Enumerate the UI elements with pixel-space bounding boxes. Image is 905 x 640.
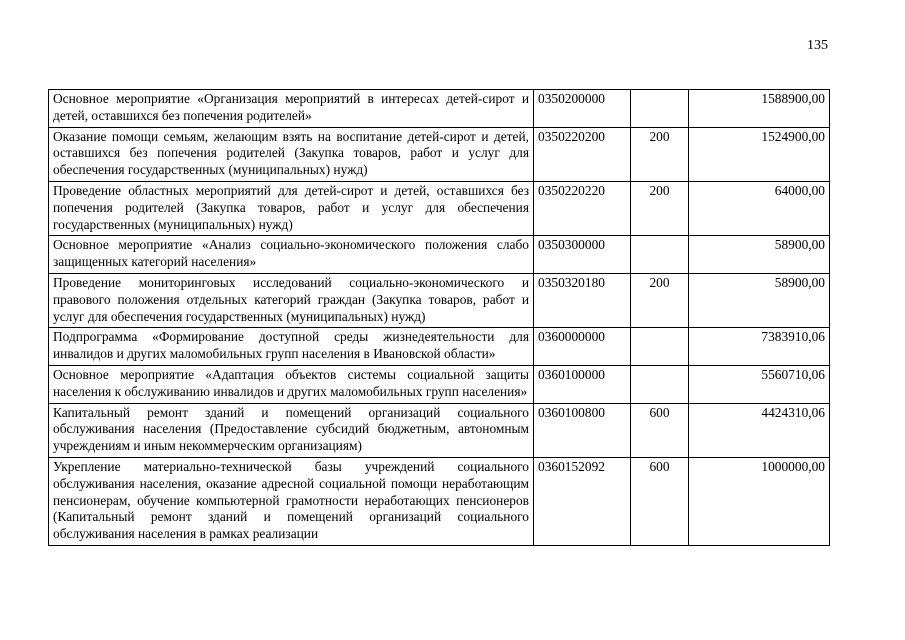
row-type — [631, 365, 689, 403]
row-amount: 7383910,06 — [689, 328, 830, 366]
row-type: 200 — [631, 181, 689, 235]
row-amount: 1000000,00 — [689, 457, 830, 545]
table-row — [49, 365, 830, 403]
row-name: Проведение областных мероприятий для детей-сирот и детей, оставшихся без попечения родителей (Закупка товаров, работ и услуг для обеспечения государственных (муниципальных) нужд) — [49, 181, 534, 235]
row-name: Проведение мониторинговых исследований социально-экономического и правового положения отдельных категорий граждан (Закупка товаров, работ и услуг для обеспечения государственных (муниципальных) нужд) — [49, 273, 534, 327]
row-name: Основное мероприятие «Адаптация объектов системы социальной защиты населения к обслуживанию инвалидов и других маломобильных групп населения» — [49, 365, 534, 403]
row-amount: 1588900,00 — [689, 90, 830, 128]
table-row — [49, 457, 830, 545]
row-code: 0360100800 — [534, 403, 631, 457]
row-type — [631, 328, 689, 366]
table-row — [49, 236, 830, 274]
row-type: 200 — [631, 127, 689, 181]
row-type — [631, 236, 689, 274]
page-number: 135 — [807, 38, 828, 53]
row-code: 0350220200 — [534, 127, 631, 181]
table-row — [49, 90, 830, 128]
row-name: Основное мероприятие «Организация мероприятий в интересах детей-сирот и детей, оставшихся без попечения родителей» — [49, 90, 534, 128]
row-amount: 4424310,06 — [689, 403, 830, 457]
row-code: 0350300000 — [534, 236, 631, 274]
row-amount: 1524900,00 — [689, 127, 830, 181]
table-row — [49, 273, 830, 327]
row-name: Оказание помощи семьям, желающим взять на воспитание детей-сирот и детей, оставшихся без попечения родителей (Закупка товаров, работ и услуг для обеспечения государственных (муниципальных) нужд) — [49, 127, 534, 181]
row-code: 0360100000 — [534, 365, 631, 403]
row-name: Основное мероприятие «Анализ социально-экономического положения слабо защищенных категорий населения» — [49, 236, 534, 274]
budget-table — [48, 89, 830, 546]
row-code: 0350200000 — [534, 90, 631, 128]
row-code: 0350320180 — [534, 273, 631, 327]
table-row — [49, 181, 830, 235]
row-amount: 64000,00 — [689, 181, 830, 235]
row-name: Капитальный ремонт зданий и помещений организаций социального обслуживания населения (Предоставление субсидий бюджетным, автономным учреждениям и иным некоммерческим организациям) — [49, 403, 534, 457]
table-row — [49, 328, 830, 366]
row-amount: 58900,00 — [689, 236, 830, 274]
row-code: 0360152092 — [534, 457, 631, 545]
row-name: Укрепление материально-технической базы учреждений социального обслуживания населения, оказание адресной социальной помощи неработающим пенсионерам, обучение компьютерной грамотности неработающих пенсионеров (Капитальный ремонт зданий и помещений организаций социального обслуживания населения в рамках реализации — [49, 457, 534, 545]
row-code: 0360000000 — [534, 328, 631, 366]
row-code: 0350220220 — [534, 181, 631, 235]
row-type: 600 — [631, 457, 689, 545]
row-type: 200 — [631, 273, 689, 327]
row-type: 600 — [631, 403, 689, 457]
row-type — [631, 90, 689, 128]
table-row — [49, 127, 830, 181]
table-row — [49, 403, 830, 457]
row-name: Подпрограмма «Формирование доступной среды жизнедеятельности для инвалидов и других маломобильных групп населения в Ивановской области» — [49, 328, 534, 366]
row-amount: 5560710,06 — [689, 365, 830, 403]
row-amount: 58900,00 — [689, 273, 830, 327]
